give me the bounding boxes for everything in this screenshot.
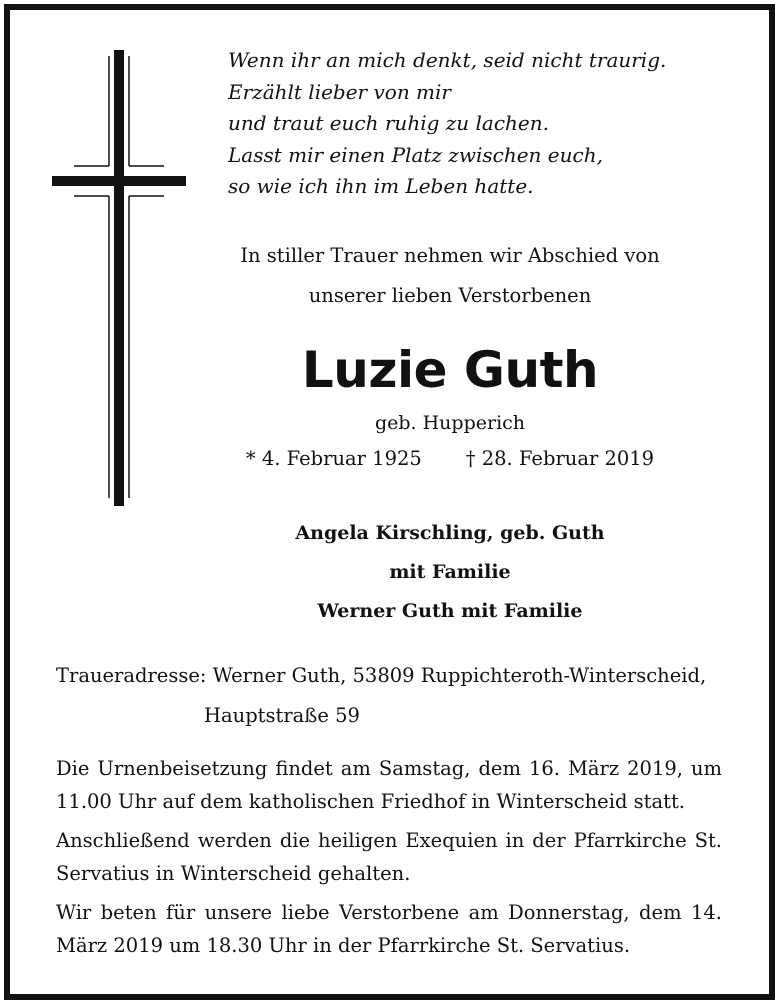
- paragraph-exequies: Anschließend werden die heiligen Exequien in der Pfarrkirche St. Servatius in Winterscheid gehalten.: [56, 829, 722, 885]
- intro-text: [230, 236, 670, 316]
- poem-line: und traut euch ruhig zu lachen.: [228, 111, 550, 135]
- paragraph-prayer: Wir beten für unsere liebe Verstorbene am Donnerstag, dem 14. März 2019 um 18.30 Uhr in der Pfarrkirche St. Servatius.: [56, 901, 722, 957]
- mourner-line: Werner Guth mit Familie: [317, 600, 583, 622]
- deceased-name: Luzie Guth: [301, 341, 599, 399]
- mourners: [230, 514, 670, 631]
- mourning-address: [56, 656, 706, 736]
- intro-line: In stiller Trauer nehmen wir Abschied von: [240, 244, 660, 267]
- death-date: † 28. Februar 2019: [465, 447, 655, 470]
- mourner-line: mit Familie: [389, 561, 511, 583]
- cross-icon: [52, 50, 186, 506]
- poem: [228, 45, 666, 203]
- paragraph-urn-burial: Die Urnenbeisetzung findet am Samstag, dem 16. März 2019, um 11.00 Uhr auf dem katholischen Friedhof in Winterscheid statt.: [56, 757, 722, 813]
- service-details: [56, 752, 722, 968]
- life-dates: [230, 444, 670, 474]
- poem-line: Erzählt lieber von mir: [228, 79, 451, 104]
- poem-line: Wenn ihr an mich denkt, seid nicht traurig.: [228, 48, 667, 72]
- birth-date: * 4. Februar 1925: [245, 447, 422, 470]
- address-line: Traueradresse: Werner Guth, 53809 Ruppichteroth-Winterscheid,: [56, 664, 707, 687]
- birth-name: geb. Hupperich: [374, 412, 526, 434]
- intro-line: unserer lieben Verstorbenen: [308, 284, 592, 307]
- poem-line: Lasst mir einen Platz zwischen euch,: [228, 142, 603, 167]
- address-street: Hauptstraße 59: [204, 704, 360, 727]
- poem-line: so wie ich ihn im Leben hatte.: [228, 174, 534, 198]
- mourner-line: Angela Kirschling, geb. Guth: [295, 522, 605, 544]
